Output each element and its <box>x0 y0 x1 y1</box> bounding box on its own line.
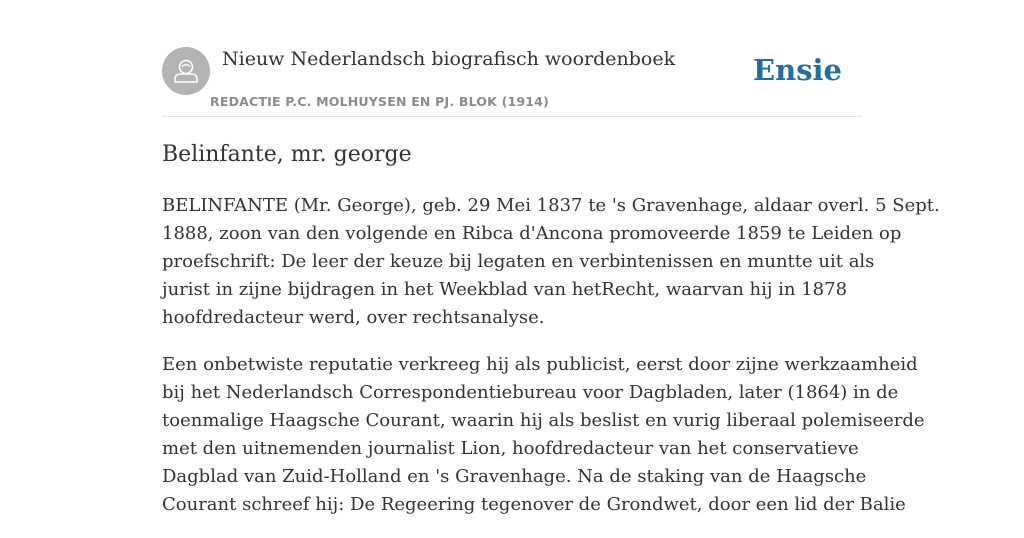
paragraph-line: toenmalige Haagsche Courant, waarin hij als beslist en vurig liberaal polemiseerde <box>162 410 925 431</box>
source-subtitle: REDACTIE P.C. MOLHUYSEN EN PJ. BLOK (1914) <box>210 94 549 109</box>
avatar[interactable] <box>162 47 210 95</box>
paragraph-line: Dagblad van Zuid-Holland en 's Gravenhage. Na de staking van de Haagsche <box>162 466 867 487</box>
paragraph-line: BELINFANTE (Mr. George), geb. 29 Mei 1837 te 's Gravenhage, aldaar overl. 5 Sept. <box>162 195 940 216</box>
article-paragraph <box>162 351 925 519</box>
article-paragraph <box>162 192 940 332</box>
paragraph-line: 1888, zoon van den volgende en Ribca d'Ancona promoveerde 1859 te Leiden op <box>162 223 902 244</box>
source-title[interactable]: Nieuw Nederlandsch biografisch woordenboek <box>222 48 676 70</box>
paragraph-line: met den uitnemenden journalist Lion, hoofdredacteur van het conservatieve <box>162 438 859 459</box>
article-title: Belinfante, mr. george <box>162 142 412 167</box>
paragraph-line: hoofdredacteur werd, over rechtsanalyse. <box>162 307 545 328</box>
paragraph-line: bij het Nederlandsch Correspondentiebureau voor Dagbladen, later (1864) in de <box>162 382 899 403</box>
paragraph-line: proefschrift: De leer der keuze bij legaten en verbintenissen en muntte uit als <box>162 251 875 272</box>
paragraph-line: jurist in zijne bijdragen in het Weekblad van hetRecht, waarvan hij in 1878 <box>162 279 848 300</box>
paragraph-line: Een onbetwiste reputatie verkreeg hij als publicist, eerst door zijne werkzaamheid <box>162 354 918 375</box>
brand-logo[interactable]: Ensie <box>753 53 842 87</box>
paragraph-line: Courant schreef hij: De Regeering tegenover de Grondwet, door een lid der Balie <box>162 494 906 515</box>
page <box>162 0 940 515</box>
source-header <box>162 0 862 117</box>
person-outline-icon <box>162 47 210 95</box>
article-body <box>162 192 940 538</box>
